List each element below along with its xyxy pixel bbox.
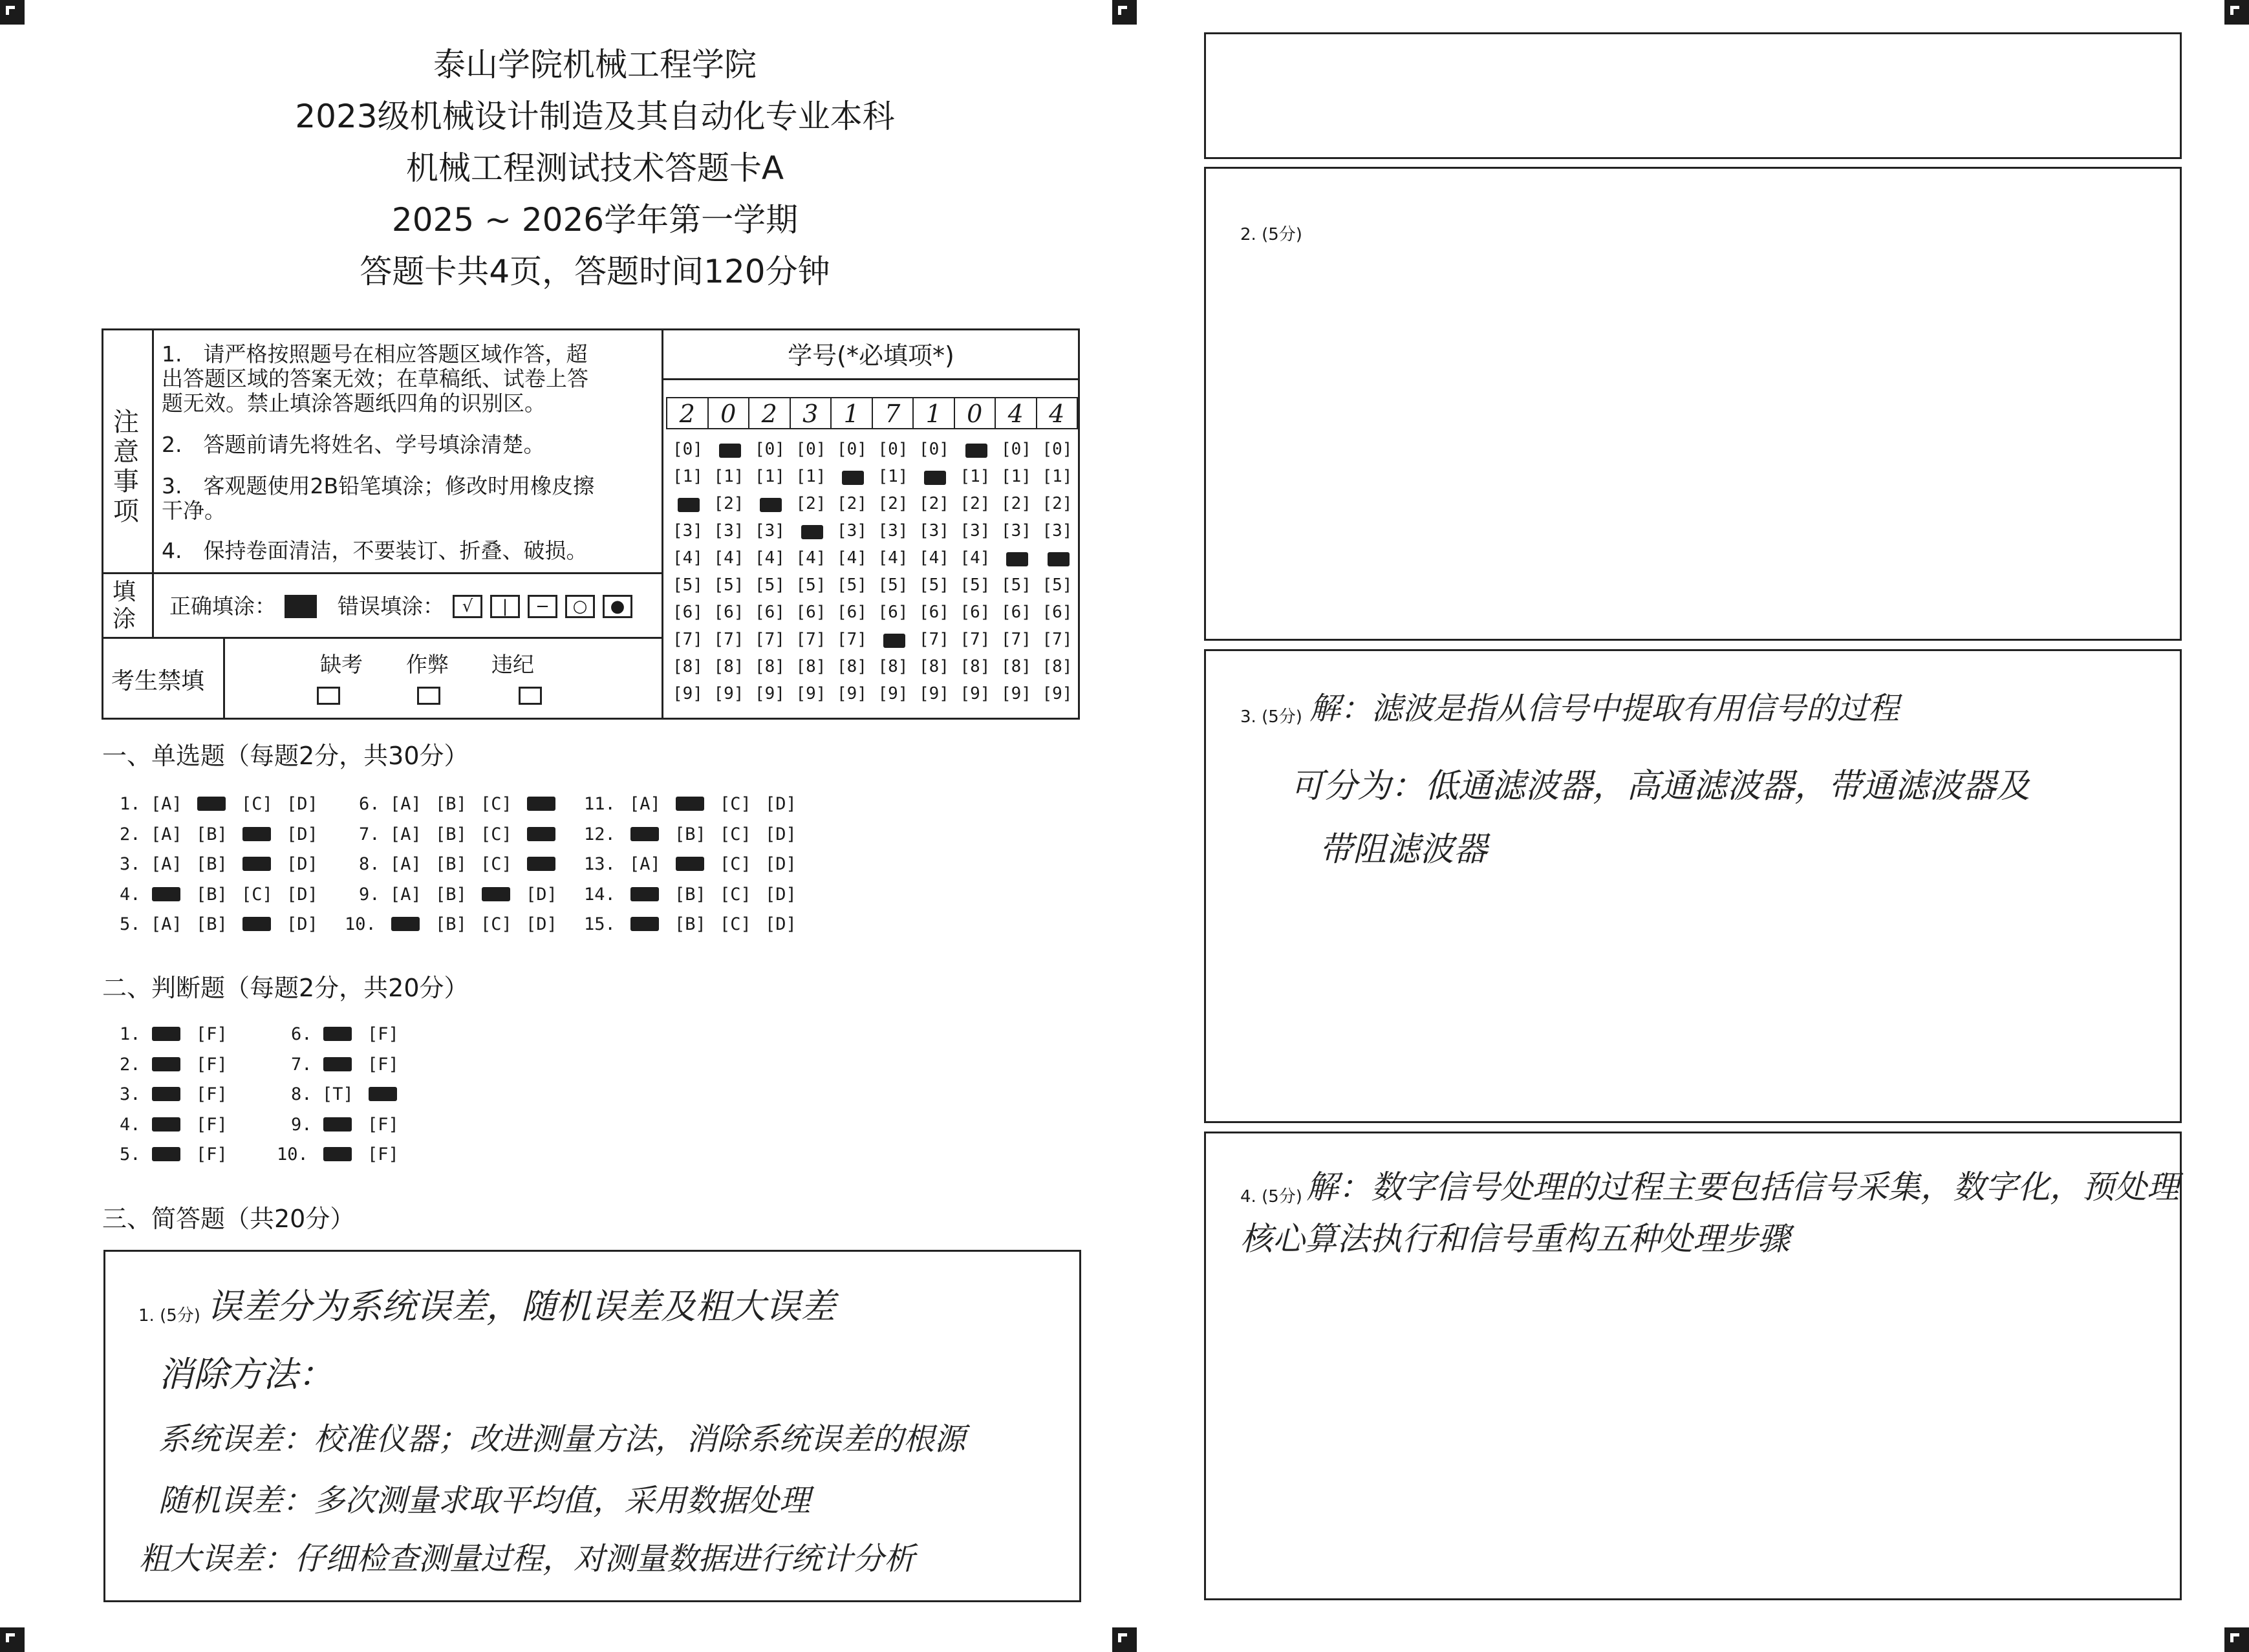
- student-id-bubble[interactable]: [0]: [1001, 440, 1031, 459]
- student-id-digit: 1: [832, 397, 873, 429]
- single-choice-option-filled[interactable]: [482, 887, 510, 901]
- single-choice-option-filled[interactable]: [527, 797, 555, 811]
- student-id-bubble[interactable]: [8]: [795, 657, 826, 676]
- student-id-digit: 4: [996, 397, 1037, 429]
- q1-answer-line: 消除方法：: [158, 1354, 333, 1395]
- single-choice-option[interactable]: [D]: [286, 794, 318, 814]
- student-id-bubble[interactable]: [6]: [877, 603, 909, 622]
- single-choice-number: 11.: [584, 794, 616, 814]
- true-false-option-filled[interactable]: [323, 1147, 352, 1161]
- single-choice-number: 2.: [120, 824, 141, 844]
- true-false-number: 10.: [277, 1144, 308, 1164]
- q3-answer-line: 可分为：低通滤波器，高通滤波器，带通滤波器及: [1290, 767, 2030, 806]
- true-false-number: 7.: [291, 1055, 312, 1075]
- single-choice-option-filled[interactable]: [527, 857, 555, 871]
- student-id-bubble[interactable]: [0]: [837, 440, 867, 459]
- true-false-option-filled[interactable]: [152, 1087, 180, 1101]
- single-choice-option-filled[interactable]: [630, 887, 659, 901]
- corner-mark-top-center: [1112, 0, 1137, 25]
- divider: [102, 572, 663, 574]
- single-choice-option[interactable]: [C]: [480, 794, 512, 814]
- single-choice-option[interactable]: [B]: [196, 885, 228, 905]
- student-id-bubble[interactable]: [2]: [1042, 494, 1073, 513]
- student-id-digit: 7: [873, 397, 914, 429]
- corner-mark-bottom-center: [1112, 1627, 1137, 1652]
- student-id-bubble[interactable]: [9]: [1001, 684, 1031, 703]
- corner-mark-top-left: [0, 0, 25, 25]
- single-choice-number: 4.: [120, 885, 141, 905]
- single-choice-option[interactable]: [D]: [765, 914, 797, 934]
- student-id-bubble[interactable]: [3]: [877, 521, 909, 541]
- single-choice-option[interactable]: [D]: [526, 914, 557, 934]
- single-choice-number: 1.: [120, 794, 141, 814]
- student-id-bubble[interactable]: [0]: [919, 440, 949, 459]
- student-id-bubble[interactable]: [7]: [837, 630, 867, 649]
- student-id-digit: 4: [1037, 397, 1079, 429]
- divider: [152, 328, 154, 639]
- true-false-number: 4.: [120, 1115, 141, 1135]
- single-choice-option[interactable]: [B]: [435, 914, 467, 934]
- true-false-option-filled[interactable]: [152, 1117, 180, 1132]
- single-choice-option[interactable]: [C]: [480, 854, 512, 874]
- q1-answer-line: 系统误差：校准仪器；改进测量方法，消除系统误差的根源: [158, 1421, 966, 1457]
- wrong-fill-mark: |: [490, 595, 520, 618]
- student-id-bubble[interactable]: [7]: [919, 630, 949, 649]
- student-id-bubble[interactable]: [3]: [1001, 521, 1031, 541]
- notice-item: 1. 请严格按照题号在相应答题区域作答，超: [162, 341, 588, 367]
- student-id-bubble[interactable]: [3]: [673, 521, 703, 541]
- single-choice-number: 5.: [120, 914, 141, 934]
- header-semester: 2025 ~ 2026学年第一学期: [391, 201, 799, 239]
- student-id-bubble[interactable]: [9]: [713, 684, 744, 703]
- single-choice-option[interactable]: [C]: [480, 824, 512, 844]
- answer-box-q2[interactable]: [1204, 167, 2182, 641]
- q2-label: 2. (5分): [1240, 225, 1302, 244]
- single-choice-option[interactable]: [C]: [720, 914, 751, 934]
- student-id-bubble[interactable]: [3]: [837, 521, 867, 541]
- student-id-bubble[interactable]: [6]: [960, 603, 991, 622]
- single-choice-option[interactable]: [D]: [286, 885, 318, 905]
- single-choice-option[interactable]: [A]: [390, 824, 422, 844]
- student-id-bubble[interactable]: [3]: [755, 521, 785, 541]
- student-id-bubble[interactable]: [1]: [713, 467, 744, 486]
- correct-fill-label: 正确填涂：: [169, 594, 276, 619]
- single-choice-option-filled[interactable]: [676, 797, 704, 811]
- single-choice-number: 15.: [584, 914, 616, 934]
- student-id-bubble[interactable]: [6]: [795, 603, 826, 622]
- student-id-bubble[interactable]: [6]: [1001, 603, 1031, 622]
- true-false-option[interactable]: [F]: [196, 1084, 228, 1104]
- single-choice-option[interactable]: [D]: [286, 824, 318, 844]
- student-id-bubble-filled[interactable]: [883, 634, 905, 648]
- true-false-option[interactable]: [F]: [196, 1024, 228, 1044]
- student-id-bubble[interactable]: [9]: [673, 684, 703, 703]
- student-id-bubble[interactable]: [2]: [960, 494, 991, 513]
- student-id-digit: 0: [709, 397, 750, 429]
- true-false-option-filled[interactable]: [369, 1087, 397, 1101]
- student-id-bubble[interactable]: [3]: [1042, 521, 1073, 541]
- student-id-bubble[interactable]: [5]: [1042, 575, 1073, 595]
- student-id-bubble[interactable]: [8]: [1042, 657, 1073, 676]
- student-id-bubble[interactable]: [8]: [1001, 657, 1031, 676]
- student-id-bubble[interactable]: [7]: [713, 630, 744, 649]
- single-choice-option[interactable]: [B]: [674, 824, 706, 844]
- student-id-bubble[interactable]: [5]: [713, 575, 744, 595]
- true-false-option-filled[interactable]: [323, 1027, 352, 1041]
- student-id-bubble-filled[interactable]: [842, 471, 864, 485]
- student-id-bubble[interactable]: [9]: [795, 684, 826, 703]
- single-choice-option[interactable]: [A]: [151, 824, 182, 844]
- single-choice-number: 8.: [359, 854, 380, 874]
- single-choice-option-filled[interactable]: [630, 917, 659, 931]
- student-id-bubble[interactable]: [1]: [877, 467, 909, 486]
- student-id-bubble[interactable]: [2]: [877, 494, 909, 513]
- corner-mark-bottom-left: [0, 1627, 25, 1652]
- examiner-option-absent: 缺考: [320, 652, 363, 677]
- student-id-bubble[interactable]: [5]: [877, 575, 909, 595]
- q1-label: 1. (5分): [138, 1306, 200, 1325]
- true-false-option[interactable]: [F]: [367, 1024, 399, 1044]
- single-choice-option-filled[interactable]: [197, 797, 226, 811]
- single-choice-option[interactable]: [D]: [765, 854, 797, 874]
- wrong-fill-mark: ●: [603, 595, 632, 618]
- q3-answer-line: 带阻滤波器: [1319, 830, 1488, 869]
- true-false-option-filled[interactable]: [152, 1027, 180, 1041]
- student-id-bubble[interactable]: [4]: [919, 548, 949, 568]
- single-choice-option[interactable]: [A]: [151, 794, 182, 814]
- student-id-bubble[interactable]: [4]: [960, 548, 991, 568]
- student-id-bubble[interactable]: [3]: [919, 521, 949, 541]
- single-choice-option[interactable]: [C]: [720, 854, 751, 874]
- wrong-fill-mark: −: [528, 595, 557, 618]
- student-id-bubble[interactable]: [1]: [1042, 467, 1073, 486]
- notice-item: 2. 答题前请先将姓名、学号填涂清楚。: [162, 432, 545, 457]
- q1-answer-line: 随机误差：多次测量求取平均值，采用数据处理: [158, 1483, 811, 1519]
- true-false-option-filled[interactable]: [323, 1057, 352, 1071]
- student-id-bubble[interactable]: [8]: [713, 657, 744, 676]
- student-id-bubble[interactable]: [5]: [1001, 575, 1031, 595]
- wrong-fill-label: 错误填涂：: [338, 594, 444, 619]
- student-id-bubble[interactable]: [5]: [755, 575, 785, 595]
- student-id-bubble[interactable]: [2]: [713, 494, 744, 513]
- student-id-bubble[interactable]: [7]: [1001, 630, 1031, 649]
- fill-label-text: 填涂: [112, 579, 136, 632]
- student-id-bubble[interactable]: [9]: [755, 684, 785, 703]
- student-id-bubble[interactable]: [4]: [837, 548, 867, 568]
- single-choice-option[interactable]: [B]: [435, 854, 467, 874]
- single-choice-option[interactable]: [A]: [151, 914, 182, 934]
- true-false-option-filled[interactable]: [323, 1117, 352, 1132]
- student-id-bubble-filled[interactable]: [924, 471, 946, 485]
- student-id-bubble[interactable]: [7]: [755, 630, 785, 649]
- header-school: 泰山学院机械工程学院: [433, 46, 757, 83]
- violation-checkbox[interactable]: [519, 687, 542, 705]
- student-id-bubble[interactable]: [3]: [713, 521, 744, 541]
- single-choice-option-filled[interactable]: [391, 917, 420, 931]
- student-id-bubble[interactable]: [2]: [795, 494, 826, 513]
- true-false-option[interactable]: [F]: [367, 1115, 399, 1135]
- short-answer-title: 三、简答题（共20分）: [102, 1205, 355, 1233]
- student-id-bubble[interactable]: [1]: [795, 467, 826, 486]
- wrong-fill-mark: √: [453, 595, 482, 618]
- single-choice-number: 13.: [584, 854, 616, 874]
- student-id-bubble[interactable]: [2]: [837, 494, 867, 513]
- student-id-bubble[interactable]: [6]: [837, 603, 867, 622]
- single-choice-option[interactable]: [C]: [720, 885, 751, 905]
- single-choice-option[interactable]: [A]: [390, 885, 422, 905]
- examiner-label: 考生禁填: [111, 668, 205, 694]
- student-id-digit: 2: [667, 397, 709, 429]
- student-id-bubble[interactable]: [0]: [877, 440, 909, 459]
- q3-answer-line: 解：滤波是指从信号中提取有用信号的过程: [1309, 691, 1900, 727]
- student-id-bubble[interactable]: [4]: [795, 548, 826, 568]
- student-id-bubble[interactable]: [2]: [1001, 494, 1031, 513]
- single-choice-option-filled[interactable]: [676, 857, 704, 871]
- student-id-bubble[interactable]: [1]: [1001, 467, 1031, 486]
- header-major: 2023级机械设计制造及其自动化专业本科: [295, 98, 895, 135]
- student-id-bubble[interactable]: [6]: [1042, 603, 1073, 622]
- single-choice-number: 9.: [359, 885, 380, 905]
- single-choice-option[interactable]: [D]: [765, 885, 797, 905]
- single-choice-option-filled[interactable]: [630, 827, 659, 841]
- student-id-bubble[interactable]: [5]: [837, 575, 867, 595]
- single-choice-option[interactable]: [A]: [390, 794, 422, 814]
- student-id-bubble[interactable]: [7]: [673, 630, 703, 649]
- student-id-bubble[interactable]: [9]: [960, 684, 991, 703]
- correct-fill-sample: [285, 595, 317, 618]
- true-false-option-filled[interactable]: [152, 1147, 180, 1161]
- single-choice-number: 6.: [359, 794, 380, 814]
- student-id-bubble-filled[interactable]: [965, 444, 987, 458]
- divider: [663, 378, 1079, 380]
- true-false-number: 8.: [291, 1084, 312, 1104]
- cheat-checkbox[interactable]: [417, 687, 440, 705]
- q3-label: 3. (5分): [1240, 707, 1302, 727]
- divider: [102, 637, 663, 639]
- examiner-option-cheat: 作弊: [406, 652, 449, 677]
- q4-label: 4. (5分): [1240, 1187, 1302, 1207]
- single-choice-number: 3.: [120, 854, 141, 874]
- single-choice-option[interactable]: [C]: [720, 824, 751, 844]
- header-info: 答题卡共4页，答题时间120分钟: [360, 253, 830, 290]
- notice-label-text: 注意事项: [113, 407, 139, 526]
- single-choice-option-filled[interactable]: [242, 857, 271, 871]
- single-choice-option[interactable]: [A]: [390, 854, 422, 874]
- single-choice-option[interactable]: [D]: [765, 824, 797, 844]
- true-false-number: 1.: [120, 1024, 141, 1044]
- true-false-number: 5.: [120, 1144, 141, 1164]
- student-id-bubble[interactable]: [4]: [713, 548, 744, 568]
- single-choice-option[interactable]: [C]: [720, 794, 751, 814]
- student-id-bubble[interactable]: [7]: [960, 630, 991, 649]
- student-id-title: 学号(*必填项*): [788, 341, 954, 370]
- single-choice-option[interactable]: [B]: [435, 885, 467, 905]
- single-choice-option[interactable]: [B]: [196, 854, 228, 874]
- true-false-number: 6.: [291, 1024, 312, 1044]
- student-id-bubble[interactable]: [0]: [755, 440, 785, 459]
- notice-item: 3. 客观题使用2B铅笔填涂；修改时用橡皮擦: [162, 473, 595, 499]
- student-id-bubble-filled[interactable]: [1048, 552, 1070, 566]
- single-choice-option-filled[interactable]: [152, 887, 180, 901]
- true-false-option-filled[interactable]: [152, 1057, 180, 1071]
- wrong-fill-mark: ○: [565, 595, 595, 618]
- notice-label: [111, 407, 144, 526]
- student-id-bubble[interactable]: [5]: [673, 575, 703, 595]
- student-id-bubble-filled[interactable]: [760, 498, 782, 512]
- answer-box-continued[interactable]: [1204, 32, 2182, 159]
- single-choice-option[interactable]: [D]: [526, 885, 557, 905]
- student-id-bubble[interactable]: [8]: [755, 657, 785, 676]
- student-id-bubble[interactable]: [5]: [795, 575, 826, 595]
- q4-answer-line: 解：数字信号处理的过程主要包括信号采集，数字化，预处理: [1306, 1168, 2179, 1206]
- fill-label: [111, 579, 144, 633]
- single-choice-option[interactable]: [D]: [765, 794, 797, 814]
- student-id-bubble[interactable]: [9]: [1042, 684, 1073, 703]
- true-false-option[interactable]: [F]: [367, 1055, 399, 1075]
- single-choice-number: 14.: [584, 885, 616, 905]
- student-id-bubble[interactable]: [2]: [919, 494, 949, 513]
- single-choice-option-filled[interactable]: [242, 917, 271, 931]
- single-choice-number: 7.: [359, 824, 380, 844]
- single-choice-title: 一、单选题（每题2分，共30分）: [102, 742, 469, 770]
- student-id-bubble[interactable]: [8]: [960, 657, 991, 676]
- true-false-option[interactable]: [T]: [322, 1084, 354, 1104]
- student-id-bubble[interactable]: [5]: [960, 575, 991, 595]
- student-id-bubble[interactable]: [0]: [673, 440, 703, 459]
- single-choice-option[interactable]: [B]: [435, 794, 467, 814]
- student-id-bubble-filled[interactable]: [678, 498, 700, 512]
- corner-mark-top-right: [2224, 0, 2249, 25]
- notice-item: 题无效。禁止填涂答题纸四角的识别区。: [162, 391, 546, 416]
- student-id-bubble[interactable]: [6]: [919, 603, 949, 622]
- single-choice-option[interactable]: [D]: [286, 914, 318, 934]
- q4-answer-line: 核心算法执行和信号重构五种处理步骤: [1240, 1220, 1790, 1258]
- student-id-bubble[interactable]: [6]: [755, 603, 785, 622]
- student-id-bubble[interactable]: [7]: [795, 630, 826, 649]
- true-false-title: 二、判断题（每题2分，共20分）: [102, 974, 469, 1002]
- single-choice-option[interactable]: [B]: [435, 824, 467, 844]
- student-id-bubble[interactable]: [8]: [919, 657, 949, 676]
- single-choice-option[interactable]: [B]: [674, 885, 706, 905]
- student-id-digit: 3: [791, 397, 832, 429]
- student-id-bubble[interactable]: [9]: [919, 684, 949, 703]
- single-choice-option[interactable]: [D]: [286, 854, 318, 874]
- student-id-digit: 1: [914, 397, 955, 429]
- single-choice-option-filled[interactable]: [527, 827, 555, 841]
- true-false-number: 9.: [291, 1115, 312, 1135]
- corner-mark-bottom-right: [2224, 1627, 2249, 1652]
- single-choice-option[interactable]: [C]: [480, 914, 512, 934]
- student-id-bubble[interactable]: [0]: [795, 440, 826, 459]
- q1-answer-line: 误差分为系统误差，随机误差及粗大误差: [207, 1286, 835, 1327]
- single-choice-option[interactable]: [A]: [629, 854, 661, 874]
- student-id-bubble-filled[interactable]: [1006, 552, 1028, 566]
- divider: [662, 328, 663, 720]
- single-choice-number: 10.: [345, 914, 376, 934]
- notice-item: 干净。: [162, 498, 226, 523]
- absent-checkbox[interactable]: [317, 687, 340, 705]
- single-choice-option[interactable]: [B]: [674, 914, 706, 934]
- student-id-bubble[interactable]: [1]: [755, 467, 785, 486]
- examiner-option-violation: 违纪: [491, 652, 534, 677]
- student-id-bubble[interactable]: [9]: [877, 684, 909, 703]
- single-choice-option[interactable]: [B]: [196, 824, 228, 844]
- single-choice-option[interactable]: [B]: [196, 914, 228, 934]
- notice-item: 4. 保持卷面清洁，不要装订、折叠、破损。: [162, 538, 588, 563]
- notice-item: 出答题区域的答案无效；在草稿纸、试卷上答: [162, 366, 588, 391]
- single-choice-option[interactable]: [C]: [241, 885, 273, 905]
- student-id-bubble[interactable]: [6]: [713, 603, 744, 622]
- student-id-bubble[interactable]: [1]: [673, 467, 703, 486]
- student-id-bubble[interactable]: [7]: [1042, 630, 1073, 649]
- student-id-bubble[interactable]: [9]: [837, 684, 867, 703]
- true-false-option[interactable]: [F]: [196, 1055, 228, 1075]
- divider: [223, 639, 225, 720]
- student-id-digit: 2: [749, 397, 791, 429]
- single-choice-option[interactable]: [A]: [151, 854, 182, 874]
- student-id-bubble[interactable]: [3]: [960, 521, 991, 541]
- true-false-option[interactable]: [F]: [196, 1115, 228, 1135]
- true-false-option[interactable]: [F]: [196, 1144, 228, 1164]
- true-false-number: 3.: [120, 1084, 141, 1104]
- student-id-bubble[interactable]: [6]: [673, 603, 703, 622]
- student-id-bubble[interactable]: [8]: [877, 657, 909, 676]
- student-id-bubble[interactable]: [8]: [837, 657, 867, 676]
- q1-answer-line: 粗大误差：仔细检查测量过程，对测量数据进行统计分析: [139, 1541, 916, 1577]
- single-choice-option-filled[interactable]: [242, 827, 271, 841]
- student-id-bubble[interactable]: [4]: [673, 548, 703, 568]
- student-id-bubble-filled[interactable]: [801, 525, 823, 539]
- student-id-bubble[interactable]: [0]: [1042, 440, 1073, 459]
- single-choice-option[interactable]: [C]: [241, 794, 273, 814]
- header-exam-title: 机械工程测试技术答题卡A: [405, 149, 784, 187]
- student-id-bubble[interactable]: [5]: [919, 575, 949, 595]
- student-id-bubble[interactable]: [8]: [673, 657, 703, 676]
- single-choice-number: 12.: [584, 824, 616, 844]
- true-false-number: 2.: [120, 1055, 141, 1075]
- student-id-digit: 0: [955, 397, 996, 429]
- student-id-bubble[interactable]: [4]: [755, 548, 785, 568]
- true-false-option[interactable]: [F]: [367, 1144, 399, 1164]
- single-choice-option[interactable]: [A]: [629, 794, 661, 814]
- student-id-bubble[interactable]: [1]: [960, 467, 991, 486]
- student-id-bubble-filled[interactable]: [719, 444, 741, 458]
- student-id-bubble[interactable]: [4]: [877, 548, 909, 568]
